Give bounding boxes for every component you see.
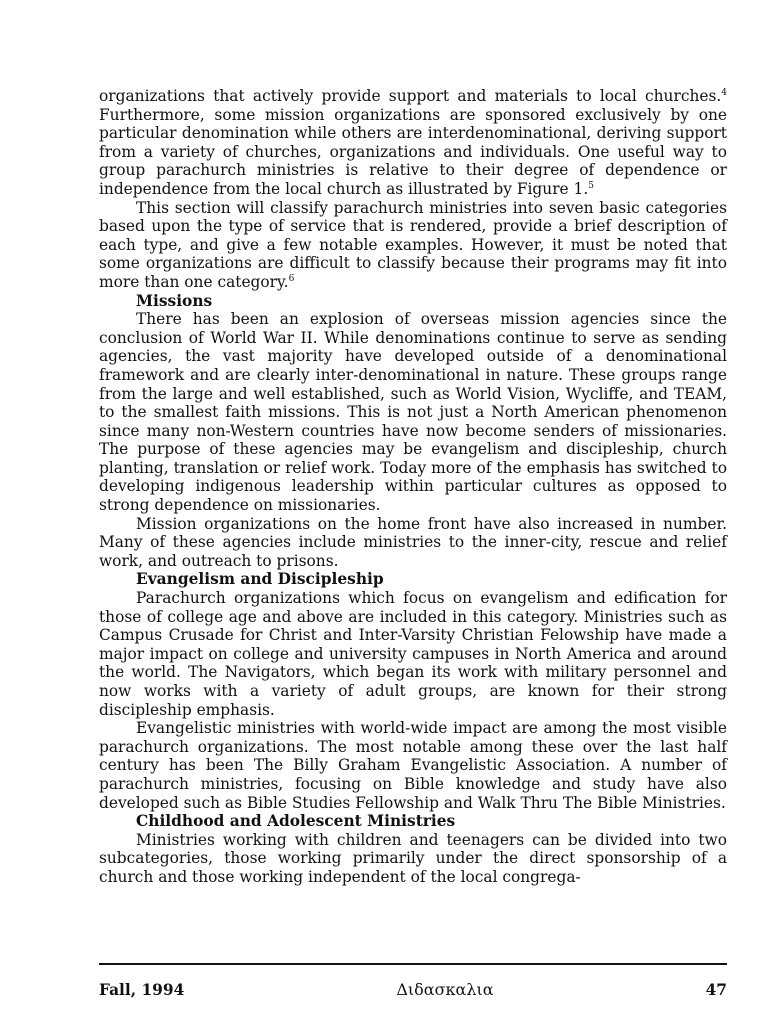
footnote-marker: 5 bbox=[588, 180, 594, 191]
paragraph-text: This section will classify parachurch ministries into seven basic categories based upon the type of service that is rendered, provide a brief description of each type, and give a few notable examples. However, it must be noted that some organizations are difficult to classify because their programs may fit into more than one category. bbox=[99, 198, 727, 291]
footnote-marker: 4 bbox=[721, 87, 727, 98]
paragraph-text: Furthermore, some mission organizations are sponsored exclusively by one particular denomination while others are interdenominational, deriving support from a variety of churches, organizations and individuals. One useful way to group parachurch ministries is relative to their degree of dependence or independence from the local church as illustrated by Figure 1. bbox=[99, 105, 727, 198]
page-number: 47 bbox=[705, 981, 727, 999]
page-footer bbox=[99, 980, 727, 999]
paragraph-text: organizations that actively provide support and materials to local churches. bbox=[99, 87, 722, 105]
paragraph: Parachurch organizations which focus on evangelism and edification for those of college age and above are included in this category. Ministries such as Campus Crusade for Christ and Inter-Varsity Christian Felowship have made a major impact on college and university campuses in North America and around the world. The Navigators, which began its work with military personnel and now works with a variety of adult groups, are known for their strong discipleship emphasis. bbox=[99, 589, 727, 719]
paragraph: Ministries working with children and teenagers can be divided into two subcategories, those working primarily under the direct sponsorship of a church and those working independent of the local congrega- bbox=[99, 830, 727, 886]
footnote-marker: 6 bbox=[288, 273, 295, 284]
paragraph: Evangelistic ministries with world-wide impact are among the most visible parachurch organizations. The most notable among these over the last half century has been The Billy Graham Evangelistic Association. A number of parachurch ministries, focusing on Bible knowledge and study have also developed such as Bible Studies Fellowship and Walk Thru The Bible Ministries. bbox=[99, 719, 727, 812]
paragraph: There has been an explosion of overseas mission agencies since the conclusion of World War II. While denominations continue to serve as sending agencies, the vast majority have developed outside of a denominational framework and are clearly inter-denominational in nature. These groups range from the large and well established, such as World Vision, Wycliffe, and TEAM, to the smallest faith missions. This is not just a North American phenomenon since many non-Western countries have now become senders of missionaries. The purpose of these agencies may be evangelism and discipleship, church planting, translation or relief work. Today more of the emphasis has switched to developing indigenous leadership within particular cultures as opposed to strong dependence on missionaries. bbox=[99, 310, 727, 515]
footer-date: Fall, 1994 bbox=[99, 981, 185, 999]
paragraph bbox=[99, 87, 727, 199]
footer-divider bbox=[99, 963, 727, 965]
section-heading-childhood: Childhood and Adolescent Ministries bbox=[136, 812, 456, 831]
section-heading-evangelism: Evangelism and Discipleship bbox=[136, 570, 384, 589]
section-heading-missions: Missions bbox=[136, 291, 213, 310]
footer-journal-title: Διδασκαλια bbox=[396, 980, 494, 999]
paragraph bbox=[99, 199, 727, 292]
body-text bbox=[99, 87, 727, 887]
paragraph: Mission organizations on the home front have also increased in number. Many of these agencies include ministries to the inner-city, rescue and relief work, and outreach to prisons. bbox=[99, 514, 727, 570]
